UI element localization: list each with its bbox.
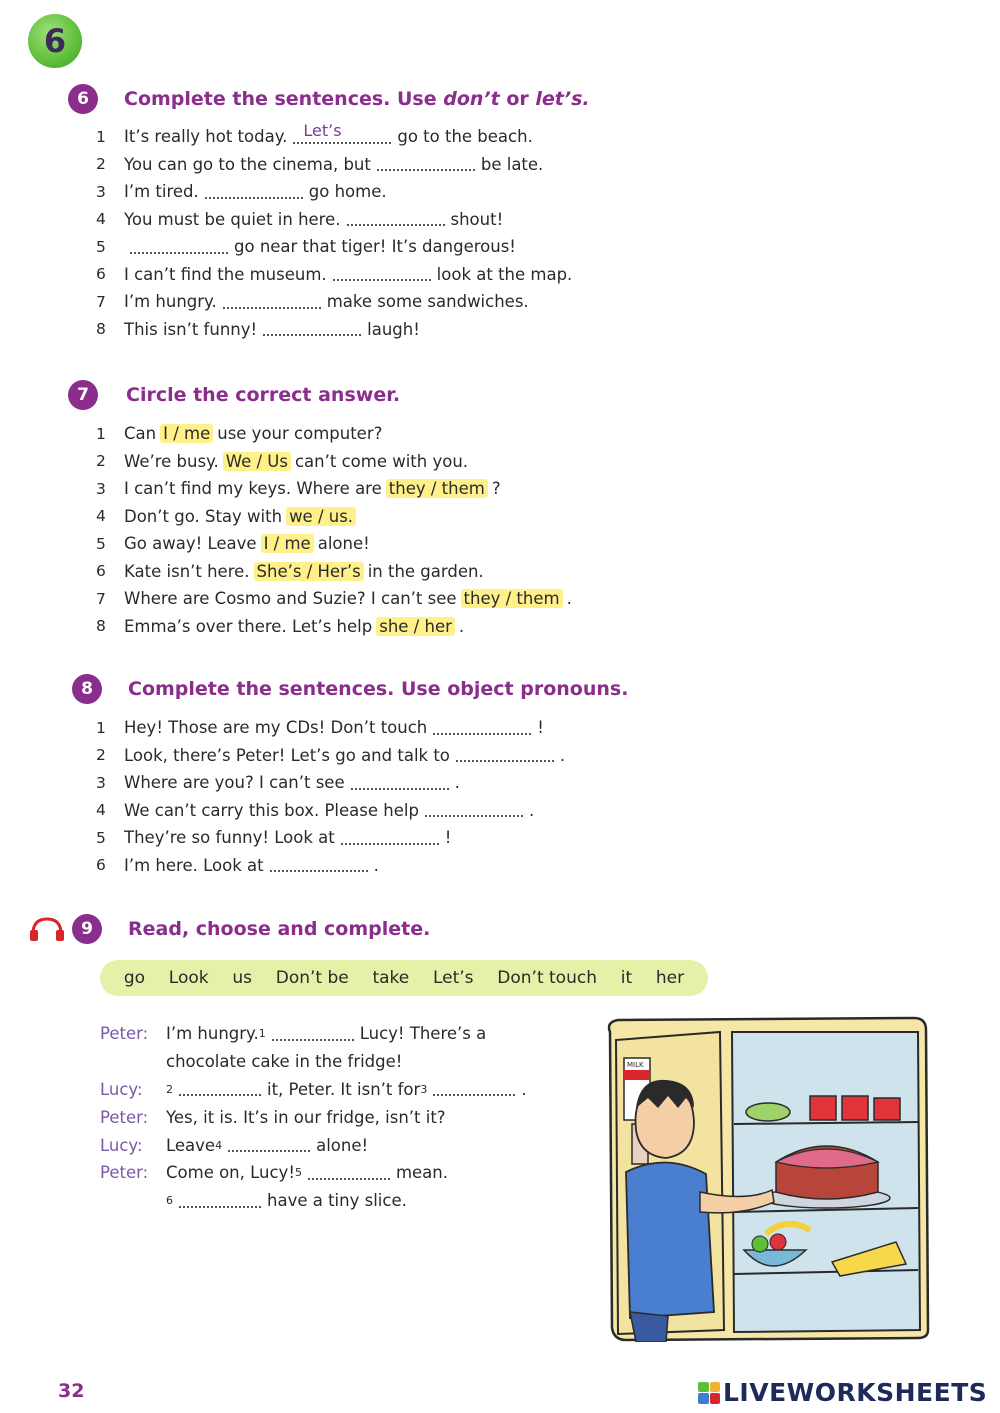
sentence-end: look at the map. <box>436 264 573 284</box>
answer-gap[interactable] <box>223 295 321 309</box>
sentence-start: Where are Cosmo and Suzie? I can’t see <box>124 589 457 609</box>
sentence-row <box>96 420 572 448</box>
word-bank-item: Look <box>168 968 209 988</box>
answer-gap[interactable] <box>293 120 391 144</box>
answer-choice[interactable]: they / them <box>386 479 488 498</box>
sentence-start: Look, there’s Peter! Let’s go and talk to <box>124 745 450 765</box>
answer-gap[interactable] <box>347 212 445 226</box>
sentence-start: Don’t go. Stay with <box>124 506 283 526</box>
sentence-end: ? <box>491 479 501 499</box>
answer-gap[interactable] <box>456 748 554 762</box>
sentence-end: go home. <box>308 182 387 202</box>
dialog-line <box>100 1131 590 1159</box>
sentence-end: can’t come with you. <box>294 451 469 471</box>
gap-number: 1 <box>258 1027 266 1041</box>
sentence-start: You must be quiet in here. <box>124 209 341 229</box>
answer-gap[interactable] <box>377 157 475 171</box>
answer-gap[interactable] <box>179 1194 261 1208</box>
answer-choice[interactable]: I / me <box>160 424 213 443</box>
answer-gap[interactable] <box>425 803 523 817</box>
dialog-text: Leave <box>166 1135 216 1155</box>
word-bank-item: it <box>620 968 633 988</box>
exercise-8-list <box>96 714 565 879</box>
sentence-end: go near that tiger! It’s dangerous! <box>234 237 516 257</box>
sentence-start: Can <box>124 424 157 444</box>
dialog-line <box>100 1103 590 1131</box>
gap-number: 3 <box>420 1082 428 1096</box>
sentence-start: This isn’t funny! <box>124 319 258 339</box>
gap-number: 5 <box>294 1166 302 1180</box>
dialog-text: have a tiny slice. <box>267 1191 407 1211</box>
sentence-end: be late. <box>480 154 544 174</box>
answer-gap[interactable] <box>308 1166 390 1180</box>
sentence-row <box>96 797 565 825</box>
gap-number: 4 <box>215 1138 223 1152</box>
sentence-start: I’m hungry. <box>124 292 217 312</box>
sentence-start: You can go to the cinema, but <box>124 154 371 174</box>
sentence-row <box>96 178 572 206</box>
item-number: 4 <box>96 507 106 526</box>
sentence-start: Where are you? I can’t see <box>124 773 345 793</box>
sentence-end: make some sandwiches. <box>326 292 529 312</box>
sentence-end: go to the beach. <box>397 127 533 147</box>
item-number: 6 <box>96 562 106 581</box>
sentence-row <box>96 824 565 852</box>
unit-number: 6 <box>43 22 67 60</box>
milk-label: MILK <box>627 1061 644 1069</box>
sentence-row <box>96 714 565 742</box>
exercise-6-header <box>68 84 590 114</box>
sentence-end: use your computer? <box>217 424 383 444</box>
speaker-name: Peter: <box>100 1107 149 1127</box>
answer-gap[interactable] <box>341 831 439 845</box>
word-bank-item: us <box>232 968 252 988</box>
dialog-text: I’m hungry. <box>166 1024 259 1044</box>
dialog-text: mean. <box>395 1163 448 1183</box>
exercise-8-header <box>72 674 628 704</box>
exercise-7-number: 7 <box>68 380 98 410</box>
word-bank-item: Don’t be <box>275 968 349 988</box>
sentence-start: I can’t find my keys. Where are <box>124 479 382 499</box>
item-number: 7 <box>96 292 106 311</box>
sentence-end: . <box>454 773 460 793</box>
sentence-row <box>96 769 565 797</box>
exercise-7-list <box>96 420 572 640</box>
item-number: 1 <box>96 718 106 737</box>
sentence-end: laugh! <box>367 319 420 339</box>
sentence-row <box>96 852 565 880</box>
filled-answer: Let’s <box>303 120 342 140</box>
word-bank-item: her <box>655 968 685 988</box>
sentence-start: Hey! Those are my CDs! Don’t touch <box>124 718 428 738</box>
answer-gap[interactable] <box>433 721 531 735</box>
sentence-end: ! <box>537 718 544 738</box>
exercise-7-title: Circle the correct answer. <box>126 384 401 406</box>
sentence-row <box>96 316 572 344</box>
brand-name: LIVEWORKSHEETS <box>723 1378 988 1407</box>
exercise-9-header <box>72 914 430 944</box>
exercise-6-title: Complete the sentences. Use don’t or let’s. <box>124 88 590 110</box>
sentence-end: . <box>566 589 572 609</box>
answer-choice[interactable]: I / me <box>261 534 314 553</box>
dialog-text: . <box>521 1079 527 1099</box>
brand-logo <box>698 1378 987 1407</box>
sentence-end: shout! <box>450 209 504 229</box>
answer-gap[interactable] <box>263 322 361 336</box>
dialog-line <box>100 1187 590 1215</box>
word-bank <box>100 960 708 996</box>
dialog-text: Come on, Lucy! <box>166 1163 295 1183</box>
item-number: 4 <box>96 801 106 820</box>
speaker-name: Lucy: <box>100 1135 143 1155</box>
dialog-text: alone! <box>316 1135 369 1155</box>
sentence-row <box>96 120 572 151</box>
headphones-icon <box>28 916 66 942</box>
dialog-line <box>100 1020 590 1048</box>
gap-number: 2 <box>166 1082 173 1096</box>
answer-choice[interactable]: she / her <box>376 617 455 636</box>
item-number: 5 <box>96 828 106 847</box>
exercise-6-list <box>96 120 573 343</box>
sentence-start: We can’t carry this box. Please help <box>124 800 419 820</box>
sentence-start: It’s really hot today. <box>124 127 288 147</box>
word-bank-item: go <box>123 968 146 988</box>
sentence-row <box>96 151 572 179</box>
sentence-row <box>96 585 572 613</box>
word-bank-item: Let’s <box>432 968 474 988</box>
sentence-end: . <box>528 800 535 820</box>
exercise-8-number: 8 <box>72 674 102 704</box>
dialog-line <box>100 1159 590 1187</box>
item-number: 3 <box>96 479 106 498</box>
item-number: 1 <box>96 424 106 443</box>
answer-gap[interactable] <box>272 1027 354 1041</box>
sentence-start: They’re so funny! Look at <box>124 828 335 848</box>
item-number: 6 <box>96 265 106 284</box>
speaker-name: Peter: <box>100 1024 149 1044</box>
sentence-end: . <box>373 855 379 875</box>
answer-gap[interactable] <box>270 858 368 872</box>
sentence-row <box>96 233 572 261</box>
sentence-start: Kate isn’t here. <box>124 561 250 581</box>
dialog-text: Yes, it is. It’s in our fridge, isn’t it? <box>166 1107 446 1127</box>
sentence-start: Emma’s over there. Let’s help <box>124 616 373 636</box>
exercise-7-header <box>68 380 400 410</box>
item-number: 3 <box>96 182 106 201</box>
word-bank-item: take <box>372 968 410 988</box>
exercise-8-title: Complete the sentences. Use object pronouns. <box>128 678 629 700</box>
item-number: 7 <box>96 589 106 608</box>
item-number: 2 <box>96 155 106 174</box>
sentence-start: I’m here. Look at <box>124 855 264 875</box>
sentence-row <box>96 448 572 476</box>
exercise-9-title: Read, choose and complete. <box>128 918 431 940</box>
sentence-end: alone! <box>317 534 370 554</box>
item-number: 5 <box>96 534 106 553</box>
sentence-end: ! <box>444 828 452 848</box>
sentence-start: I can’t find the museum. <box>124 264 327 284</box>
item-number: 1 <box>96 127 106 146</box>
answer-gap[interactable] <box>333 267 431 281</box>
item-number: 3 <box>96 773 106 792</box>
sentence-start: I’m tired. <box>124 182 199 202</box>
liveworksheets-icon <box>698 1382 720 1404</box>
answer-gap[interactable] <box>351 776 449 790</box>
sentence-end: . <box>458 616 465 636</box>
sentence-row <box>96 261 572 289</box>
dialog <box>100 1020 590 1215</box>
exercise-9-number: 9 <box>72 914 102 944</box>
answer-gap[interactable] <box>433 1082 515 1096</box>
dialog-line <box>100 1048 590 1076</box>
fridge-illustration <box>596 1012 932 1342</box>
sentence-row <box>96 530 572 558</box>
sentence-end: . <box>559 745 566 765</box>
answer-gap[interactable] <box>179 1082 261 1096</box>
sentence-start: We’re busy. <box>124 451 219 471</box>
exercise-6-number: 6 <box>68 84 98 114</box>
dialog-line <box>100 1076 590 1104</box>
answer-choice[interactable]: We / Us <box>223 452 291 471</box>
item-number: 2 <box>96 452 106 471</box>
item-number: 6 <box>96 856 106 875</box>
sentence-row <box>96 558 572 586</box>
item-number: 5 <box>96 237 106 256</box>
sentence-row <box>96 503 572 531</box>
answer-gap[interactable] <box>130 240 228 254</box>
word-bank-item: Don’t touch <box>497 968 597 988</box>
gap-number: 6 <box>166 1194 173 1208</box>
sentence-end: in the garden. <box>367 561 484 581</box>
unit-badge <box>28 14 82 68</box>
answer-choice[interactable]: they / them <box>461 589 563 608</box>
speaker-name: Lucy: <box>100 1079 143 1099</box>
dialog-text: it, Peter. It isn’t for <box>267 1079 421 1099</box>
sentence-start: Go away! Leave <box>124 534 257 554</box>
sentence-row <box>96 288 572 316</box>
dialog-text: chocolate cake in the fridge! <box>166 1052 403 1072</box>
speaker-name: Peter: <box>100 1163 149 1183</box>
answer-gap[interactable] <box>228 1138 310 1152</box>
sentence-row <box>96 206 572 234</box>
item-number: 2 <box>96 746 106 765</box>
dialog-text: Lucy! There’s a <box>359 1024 487 1044</box>
sentence-row <box>96 613 572 641</box>
page-number: 32 <box>58 1380 85 1402</box>
sentence-row <box>96 742 565 770</box>
answer-choice[interactable]: She’s / Her’s <box>254 562 364 581</box>
item-number: 8 <box>96 320 106 339</box>
item-number: 4 <box>96 210 106 229</box>
answer-choice[interactable]: we / us. <box>286 507 356 526</box>
item-number: 8 <box>96 617 106 636</box>
answer-gap[interactable] <box>205 185 303 199</box>
sentence-row <box>96 475 572 503</box>
